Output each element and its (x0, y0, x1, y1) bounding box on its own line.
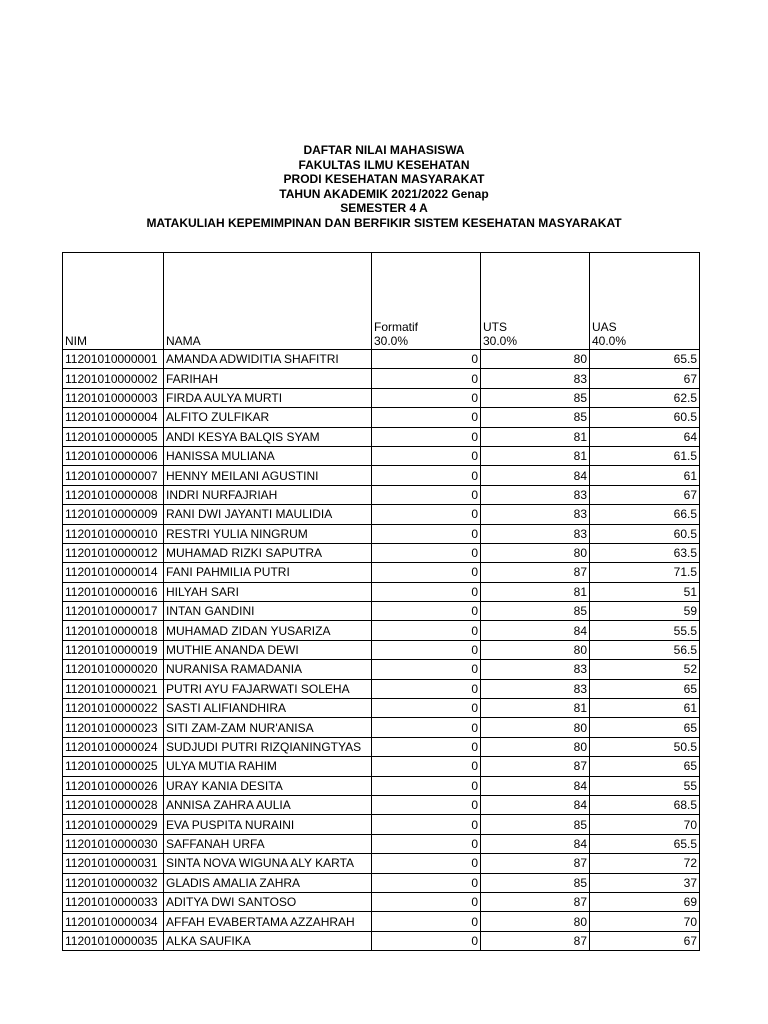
cell-formatif: 0 (372, 854, 481, 873)
cell-nama: ALFITO ZULFIKAR (164, 408, 372, 427)
cell-nim: 11201010000030 (63, 834, 164, 853)
table-row (63, 660, 700, 679)
table-row (63, 408, 700, 427)
cell-formatif: 0 (372, 679, 481, 698)
cell-uts: 80 (481, 737, 590, 756)
cell-nama: SAFFANAH URFA (164, 834, 372, 853)
table-row (63, 873, 700, 892)
cell-uas: 68.5 (590, 795, 700, 814)
cell-nim: 11201010000023 (63, 718, 164, 737)
cell-formatif: 0 (372, 388, 481, 407)
cell-nim: 11201010000021 (63, 679, 164, 698)
table-row (63, 718, 700, 737)
column-header-uts (481, 253, 590, 350)
table-row (63, 388, 700, 407)
cell-uts: 80 (481, 350, 590, 369)
cell-nama: HANISSA MULIANA (164, 446, 372, 465)
table-row (63, 427, 700, 446)
table-row (63, 931, 700, 950)
cell-uts: 83 (481, 485, 590, 504)
cell-formatif: 0 (372, 640, 481, 659)
cell-formatif: 0 (372, 408, 481, 427)
cell-uas: 63.5 (590, 543, 700, 562)
table-row (63, 505, 700, 524)
cell-uas: 61 (590, 466, 700, 485)
cell-formatif: 0 (372, 873, 481, 892)
table-row (63, 446, 700, 465)
cell-nama: MUHAMAD RIZKI SAPUTRA (164, 543, 372, 562)
header-faculty: FAKULTAS ILMU KESEHATAN (298, 157, 470, 172)
cell-nim: 11201010000019 (63, 640, 164, 659)
cell-nim: 11201010000008 (63, 485, 164, 504)
header-title: DAFTAR NILAI MAHASISWA (303, 143, 465, 157)
cell-nim: 11201010000024 (63, 737, 164, 756)
cell-formatif: 0 (372, 485, 481, 504)
cell-nama: EVA PUSPITA NURAINI (164, 815, 372, 834)
cell-nim: 11201010000001 (63, 350, 164, 369)
cell-uts: 81 (481, 427, 590, 446)
table-row (63, 582, 700, 601)
table-row (63, 737, 700, 756)
cell-uas: 67 (590, 369, 700, 388)
cell-uts: 81 (481, 446, 590, 465)
cell-formatif: 0 (372, 427, 481, 446)
cell-nim: 11201010000005 (63, 427, 164, 446)
cell-uas: 55 (590, 776, 700, 795)
cell-uas: 65 (590, 757, 700, 776)
cell-nim: 11201010000025 (63, 757, 164, 776)
cell-uas: 60.5 (590, 408, 700, 427)
cell-uas: 65.5 (590, 834, 700, 853)
cell-nama: ALKA SAUFIKA (164, 931, 372, 950)
cell-nama: PUTRI AYU FAJARWATI SOLEHA (164, 679, 372, 698)
cell-nama: HENNY MEILANI AGUSTINI (164, 466, 372, 485)
table-row (63, 524, 700, 543)
cell-nama: FIRDA AULYA MURTI (164, 388, 372, 407)
cell-uas: 67 (590, 931, 700, 950)
cell-uas: 37 (590, 873, 700, 892)
table-body (63, 350, 700, 951)
cell-uts: 84 (481, 834, 590, 853)
column-header-nim: NIM (63, 253, 164, 350)
cell-nim: 11201010000018 (63, 621, 164, 640)
cell-formatif: 0 (372, 446, 481, 465)
table-row (63, 466, 700, 485)
cell-nama: FANI PAHMILIA PUTRI (164, 563, 372, 582)
cell-nama: MUHAMAD ZIDAN YUSARIZA (164, 621, 372, 640)
column-header-uts-label: UTS (483, 320, 507, 334)
cell-uts: 84 (481, 776, 590, 795)
cell-formatif: 0 (372, 757, 481, 776)
cell-uas: 65 (590, 718, 700, 737)
cell-uas: 70 (590, 912, 700, 931)
cell-uts: 83 (481, 679, 590, 698)
table-header-row (63, 253, 700, 350)
table-row (63, 543, 700, 562)
cell-uts: 81 (481, 699, 590, 718)
cell-nama: SITI ZAM-ZAM NUR'ANISA (164, 718, 372, 737)
cell-nim: 11201010000034 (63, 912, 164, 931)
cell-nim: 11201010000016 (63, 582, 164, 601)
cell-nama: ANDI KESYA BALQIS SYAM (164, 427, 372, 446)
cell-uas: 50.5 (590, 737, 700, 756)
cell-nim: 11201010000028 (63, 795, 164, 814)
cell-uts: 80 (481, 718, 590, 737)
cell-uas: 61 (590, 699, 700, 718)
cell-uas: 62.5 (590, 388, 700, 407)
cell-uas: 61.5 (590, 446, 700, 465)
cell-uts: 84 (481, 621, 590, 640)
table-row (63, 795, 700, 814)
cell-formatif: 0 (372, 621, 481, 640)
cell-nama: ADITYA DWI SANTOSO (164, 892, 372, 911)
header-academic-year: TAHUN AKADEMIK 2021/2022 Genap (279, 186, 489, 201)
header-semester: SEMESTER 4 A (340, 201, 428, 216)
cell-uts: 87 (481, 931, 590, 950)
column-header-uts-weight: 30.0% (483, 334, 518, 348)
cell-nama: HILYAH SARI (164, 582, 372, 601)
cell-formatif: 0 (372, 815, 481, 834)
table-row (63, 485, 700, 504)
header-program: PRODI KESEHATAN MASYARAKAT (283, 172, 485, 187)
column-header-nama: NAMA (164, 253, 372, 350)
cell-uts: 84 (481, 466, 590, 485)
table-row (63, 602, 700, 621)
cell-nim: 11201010000035 (63, 931, 164, 950)
cell-formatif: 0 (372, 912, 481, 931)
column-header-uas (590, 253, 700, 350)
header-course: MATAKULIAH KEPEMIMPINAN DAN BERFIKIR SISTEM KESEHATAN MASYARAKAT (146, 215, 622, 230)
column-header-formatif (372, 253, 481, 350)
cell-uas: 70 (590, 815, 700, 834)
cell-uts: 87 (481, 892, 590, 911)
grades-table (62, 252, 700, 951)
cell-nama: SASTI ALIFIANDHIRA (164, 699, 372, 718)
cell-nama: ULYA MUTIA RAHIM (164, 757, 372, 776)
column-header-formatif-label: Formatif (374, 320, 419, 334)
cell-nama: FARIHAH (164, 369, 372, 388)
cell-formatif: 0 (372, 795, 481, 814)
table-row (63, 563, 700, 582)
cell-uts: 83 (481, 505, 590, 524)
cell-nama: AMANDA ADWIDITIA SHAFITRI (164, 350, 372, 369)
cell-uas: 64 (590, 427, 700, 446)
cell-uas: 69 (590, 892, 700, 911)
cell-nim: 11201010000020 (63, 660, 164, 679)
cell-nim: 11201010000022 (63, 699, 164, 718)
cell-uts: 85 (481, 408, 590, 427)
cell-nama: NURANISA RAMADANIA (164, 660, 372, 679)
cell-nim: 11201010000004 (63, 408, 164, 427)
cell-uas: 60.5 (590, 524, 700, 543)
column-header-uas-weight: 40.0% (592, 334, 627, 348)
cell-nama: RANI DWI JAYANTI MAULIDIA (164, 505, 372, 524)
document-header (0, 143, 768, 231)
cell-nama: GLADIS AMALIA ZAHRA (164, 873, 372, 892)
cell-nim: 11201010000007 (63, 466, 164, 485)
cell-nama: INDRI NURFAJRIAH (164, 485, 372, 504)
cell-formatif: 0 (372, 699, 481, 718)
table-row (63, 699, 700, 718)
cell-uts: 80 (481, 543, 590, 562)
cell-uts: 85 (481, 602, 590, 621)
table-row (63, 621, 700, 640)
table-row (63, 350, 700, 369)
cell-formatif: 0 (372, 892, 481, 911)
cell-uts: 81 (481, 582, 590, 601)
cell-nama: INTAN GANDINI (164, 602, 372, 621)
cell-uas: 51 (590, 582, 700, 601)
cell-formatif: 0 (372, 543, 481, 562)
cell-nama: SINTA NOVA WIGUNA ALY KARTA (164, 854, 372, 873)
cell-formatif: 0 (372, 602, 481, 621)
cell-uts: 87 (481, 854, 590, 873)
cell-uts: 87 (481, 757, 590, 776)
cell-uts: 84 (481, 795, 590, 814)
cell-formatif: 0 (372, 660, 481, 679)
table-row (63, 834, 700, 853)
table-row (63, 912, 700, 931)
cell-nama: SUDJUDI PUTRI RIZQIANINGTYAS (164, 737, 372, 756)
cell-nim: 11201010000031 (63, 854, 164, 873)
cell-formatif: 0 (372, 834, 481, 853)
table-row (63, 757, 700, 776)
cell-formatif: 0 (372, 350, 481, 369)
cell-nim: 11201010000012 (63, 543, 164, 562)
cell-formatif: 0 (372, 563, 481, 582)
cell-nim: 11201010000032 (63, 873, 164, 892)
cell-formatif: 0 (372, 737, 481, 756)
cell-nama: ANNISA ZAHRA AULIA (164, 795, 372, 814)
cell-uas: 67 (590, 485, 700, 504)
cell-uts: 80 (481, 640, 590, 659)
table-row (63, 369, 700, 388)
cell-uts: 83 (481, 524, 590, 543)
cell-nim: 11201010000026 (63, 776, 164, 795)
column-header-formatif-weight: 30.0% (374, 334, 409, 348)
cell-uas: 52 (590, 660, 700, 679)
cell-uts: 83 (481, 369, 590, 388)
cell-nim: 11201010000033 (63, 892, 164, 911)
cell-nama: AFFAH EVABERTAMA AZZAHRAH (164, 912, 372, 931)
table-row (63, 815, 700, 834)
cell-uas: 65 (590, 679, 700, 698)
cell-uas: 59 (590, 602, 700, 621)
table-row (63, 679, 700, 698)
cell-formatif: 0 (372, 776, 481, 795)
cell-uas: 56.5 (590, 640, 700, 659)
cell-nim: 11201010000002 (63, 369, 164, 388)
cell-uts: 87 (481, 563, 590, 582)
cell-uas: 55.5 (590, 621, 700, 640)
cell-nama: RESTRI YULIA NINGRUM (164, 524, 372, 543)
column-header-uas-label: UAS (592, 320, 617, 334)
cell-nim: 11201010000003 (63, 388, 164, 407)
cell-uas: 66.5 (590, 505, 700, 524)
cell-formatif: 0 (372, 524, 481, 543)
table-row (63, 854, 700, 873)
cell-nim: 11201010000010 (63, 524, 164, 543)
cell-nama: URAY KANIA DESITA (164, 776, 372, 795)
cell-uts: 85 (481, 388, 590, 407)
table-row (63, 892, 700, 911)
cell-uts: 85 (481, 873, 590, 892)
cell-uas: 71.5 (590, 563, 700, 582)
table-row (63, 776, 700, 795)
cell-uas: 65.5 (590, 350, 700, 369)
cell-formatif: 0 (372, 369, 481, 388)
cell-nama: MUTHIE ANANDA DEWI (164, 640, 372, 659)
cell-formatif: 0 (372, 931, 481, 950)
cell-uts: 83 (481, 660, 590, 679)
table-row (63, 640, 700, 659)
cell-formatif: 0 (372, 505, 481, 524)
cell-formatif: 0 (372, 466, 481, 485)
cell-nim: 11201010000009 (63, 505, 164, 524)
cell-uts: 85 (481, 815, 590, 834)
cell-formatif: 0 (372, 718, 481, 737)
cell-formatif: 0 (372, 582, 481, 601)
cell-nim: 11201010000014 (63, 563, 164, 582)
cell-uts: 80 (481, 912, 590, 931)
cell-nim: 11201010000029 (63, 815, 164, 834)
cell-nim: 11201010000017 (63, 602, 164, 621)
cell-uas: 72 (590, 854, 700, 873)
cell-nim: 11201010000006 (63, 446, 164, 465)
